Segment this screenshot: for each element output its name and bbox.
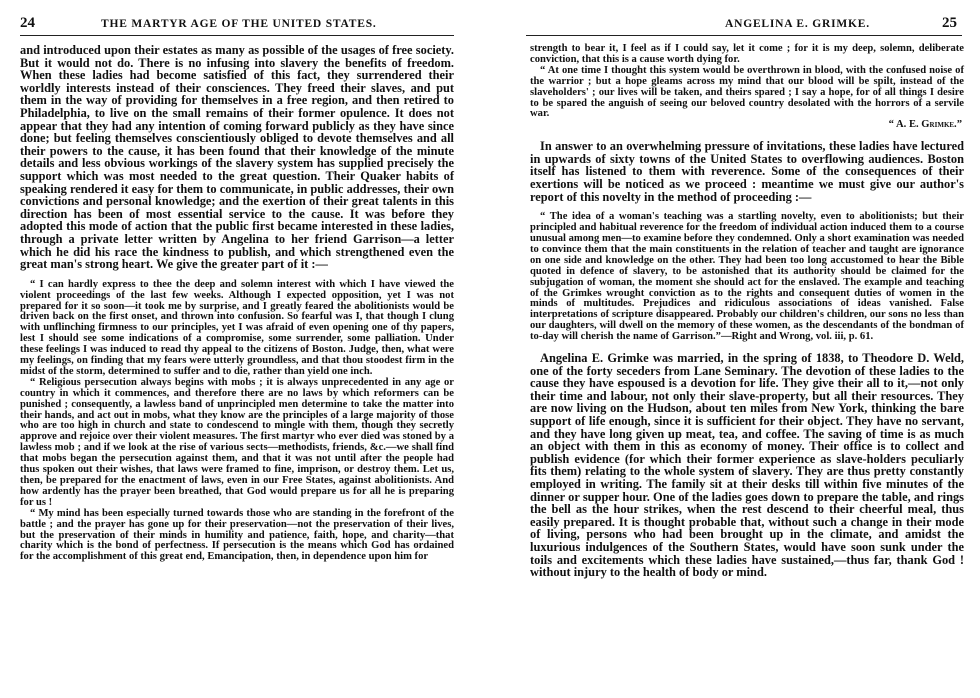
page-number: 25 xyxy=(942,15,957,31)
quote-paragraph: strength to bear it, I feel as if I could say, let it come ; for it is my deep, solemn, deliberate conviction, that this is a cause worth dying for. xyxy=(530,43,964,65)
left-page xyxy=(0,0,476,698)
header-rule xyxy=(20,35,454,36)
page-number: 24 xyxy=(20,15,35,31)
quote-paragraph: “ Religious persecution always begins with mobs ; it is always unprecedented in any age or country in which it commences, and therefore there are no laws by which reformers can be punished ; consequently, a lawless band of unprincipled men determine to take the matter into their hands, and act out in mobs, what they know are the principles of a large majority of those who are too high in church and state to condescend to mingle with them, though they secretly approve and rejoice over their violent measures. The first martyr who ever died was stoned by a lawless mob ; and if we look at the rise of various sects—methodists, friends, &c.—we shall find that mobs began the persecution against them, and that it was not until after the people had thus spoken out their wishes, that laws were framed to fine, imprison, or destroy them. Let us, then, be prepared for the enactment of laws, even in our Free States, against abolitionists. And how ardently has the prayer been breathed, that God would prepare us for all he is preparing for us ! xyxy=(20,376,454,508)
text-column xyxy=(530,44,964,579)
running-head: THE MARTYR AGE OF THE UNITED STATES. xyxy=(101,18,377,30)
running-head: ANGELINA E. GRIMKE. xyxy=(725,18,870,30)
text-column xyxy=(20,44,454,563)
quote-paragraph: “ I can hardly express to thee the deep and solemn interest with which I have viewed the violent proceedings of the last few weeks. Although I expected opposition, yet I was not prepared for it so soon—it took me by surprise, and I greatly feared the abolitionists would be driven back on the first onset, and thrown into confusion. So fearful was I, that though I clung with unflinching firmness to our principles, yet I was afraid of even opening one of thy papers, lest I should see some indications of a compromise, some surrender, some palliation. Under these feelings I was induced to read thy appeal to the citizens of Boston. Judge, then, what were my feelings, on finding that my fears were utterly groundless, and that thou stoodest firm in the midst of the storm, determined to suffer and to die, rather than yield one inch. xyxy=(20,278,454,377)
quote-paragraph: “ At one time I thought this system would be overthrown in blood, with the confused noise of the warrior ; but a hope gleams across my mind that our blood will be spilt, instead of the slaveholders' ; our lives will be taken, and theirs spared ; I say a hope, for of all things I desire to be spared the anguish of seeing our beloved country desolated with the horrors of a servile war. xyxy=(530,64,964,120)
body-paragraph: In answer to an overwhelming pressure of invitations, these ladies have lectured in upwards of sixty towns of the United States to overflowing audiences. Boston itself has listened to them with reverence. Some of the consequences of their exertions will be noticed as we proceed : meantime we must give our author's report of this novelty in the method of proceeding :— xyxy=(530,139,964,204)
body-paragraph: Angelina E. Grimke was married, in the spring of 1838, to Theodore D. Weld, one of the forty seceders from Lane Seminary. The devotion of these ladies to the cause they have espoused is a devotion for life. They give their all to it,—not only their time and labour, not only their slave-property, but all their resources. They are now living on the Hudson, about ten miles from New York, thinking the bare support of life enough, since it is sufficient for their object. They have no servant, and they have long given up meat, tea, and coffee. The saving of time is as much an object with them in this as economy of money. Their office is to collect and publish evidence (for which their former experience as slave-holders peculiarly fits them) relating to the whole system of slavery. They are thus pretty constantly employed in writing. The family sit at their desks till within five minutes of the dinner or supper hour. One of the ladies goes down to prepare the table, and rings the bell as the hour strikes, when the rest descend to their cheerful meal, thus easily prepared. It is thought probable that, without such a change in their mode of living, persons who had been brought up in the climate, and amidst the luxurious indulgences of the Southern States, would have soon sunk under the toils and excitements which these ladies have sustained,—thus far, thank God ! without injury to the health of body or mind. xyxy=(530,351,964,580)
quote-paragraph: “ The idea of a woman's teaching was a startling novelty, even to abolitionists; but their principled and habitual reverence for the freedom of individual action induced them to a course unusual among men—to examine before they condemned. Only a short examination was needed to convince them that the main constituents in the relation of teacher and taught are ignorance on one side and knowledge on the other. They had been too long accustomed to hear the Bible quoted in defence of slavery, to be astonished that its authority should be claimed for the subjugation of woman, the moment she should act for the enslaved. The example and teaching of the Grimkes wrought conviction as to the rights and consequent duties of women in the minds of multitudes. Prejudices and ridiculous associations of ideas vanished. False interpretations of scripture disappeared. Probably our children's children, our sons no less than our daughters, will dwell on the memory of these women, as the descendants of the bondman of to-day will cherish the name of Garrison.”—Right and Wrong, vol. iii, p. 61. xyxy=(530,211,964,343)
page-gutter xyxy=(476,0,506,698)
quote-paragraph: “ My mind has been especially turned towards those who are standing in the forefront of the battle ; and the prayer has gone up for their preservation—not the preservation of their lives, but the preservation of their minds in humility and patience, faith, hope, and charity—that charity which is the bond of perfectness. If persecution is the means which God has ordained for the accomplishment of this great end, Emancipation, then, in dependence upon him for xyxy=(20,507,454,563)
right-page xyxy=(506,0,980,698)
header-rule xyxy=(526,35,962,36)
body-paragraph: and introduced upon their estates as many as possible of the usages of free society. But it would not do. There is no infusing into slavery the benefits of freedom. When these ladies had become satisfied of this fact, they surrendered their worldly interests instead of their consciences. They freed their slaves, and put them in the way of providing for themselves in a free region, and then retired to Philadelphia, to live on the small remains of their former opulence. It does not appear that they had any intention of coming forward publicly as they have since done; but feeling themselves conscientiously obliged to devote themselves and all their powers to the cause, it has been found that their knowledge of the minute details and less obvious workings of the slavery system has supplied precisely the support which was most needed to the great question. Their Quaker habits of speaking rendered it easy for them to communicate, in public addresses, their own convictions and personal knowledge; and the exertion of their great talents in this direction has been of most essential service to the cause. It was before they adopted this mode of action that the public first became interested in these ladies, through a private letter written by Angelina to her friend Garrison—a letter which he did his race the kindness to publish, and which strengthened even the great man's strong heart. We give the greater part of it :— xyxy=(20,43,454,272)
signature: “ A. E. Grimke.” xyxy=(888,119,962,131)
